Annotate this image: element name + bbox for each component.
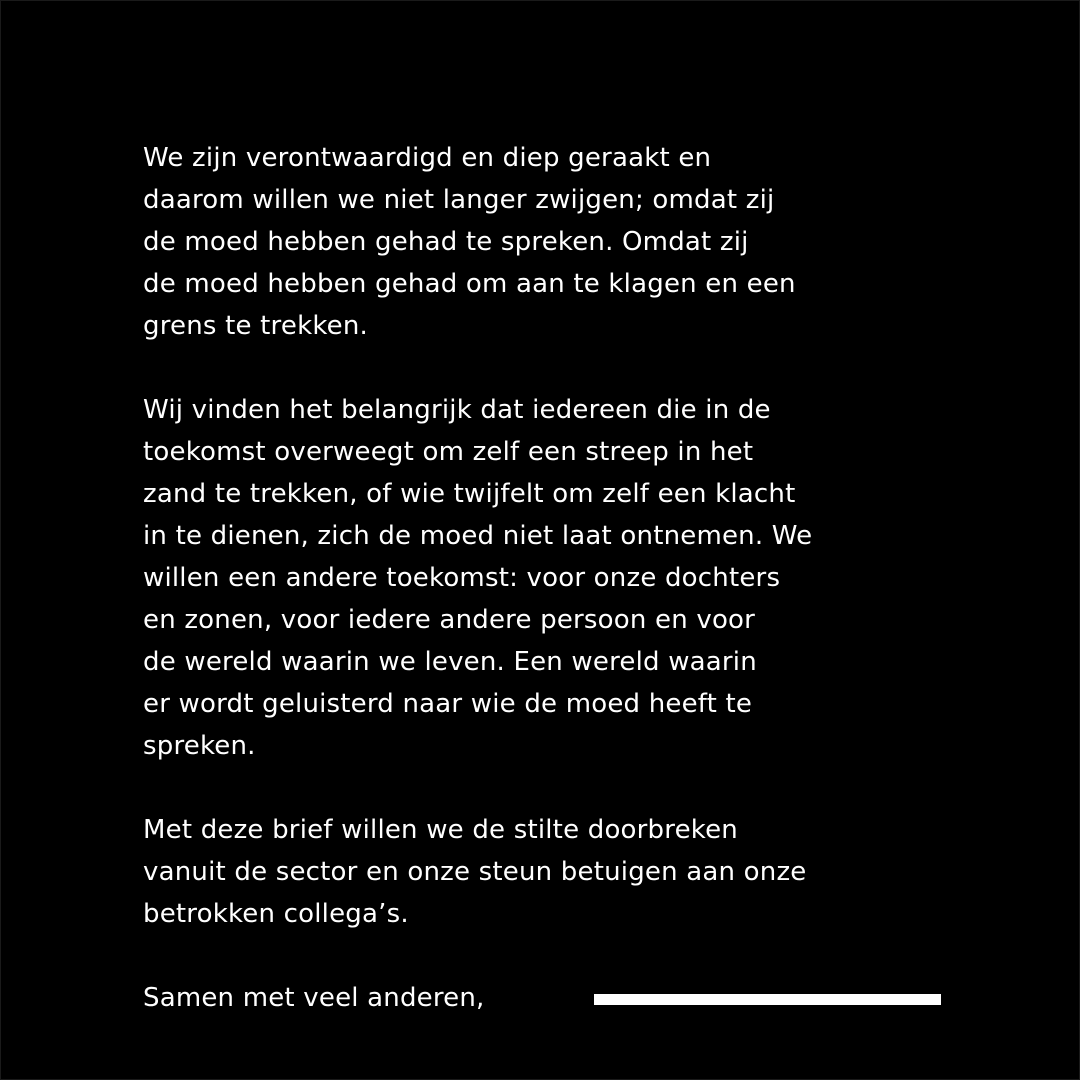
paragraph-1 [143, 137, 1003, 347]
paragraph-line: grens te trekken. [143, 311, 368, 341]
paragraph-3 [143, 809, 1003, 935]
paragraph-line: de moed hebben gehad te spreken. Omdat zij [143, 227, 749, 257]
signoff-text: Samen met veel anderen, [143, 983, 485, 1013]
paragraph-2 [143, 389, 1003, 767]
paragraph-line: in te dienen, zich de moed niet laat ontnemen. We [143, 521, 813, 551]
paragraph-line: Wij vinden het belangrijk dat iedereen die in de [143, 395, 771, 425]
paragraph-line: toekomst overweegt om zelf een streep in het [143, 437, 754, 467]
signature-line [594, 994, 941, 1005]
paragraph-line: er wordt geluisterd naar wie de moed heeft te [143, 689, 753, 719]
paragraph-line: Met deze brief willen we de stilte doorbreken [143, 815, 738, 845]
paragraph-spacer [143, 347, 1003, 389]
paragraph-line: en zonen, voor iedere andere persoon en voor [143, 605, 756, 635]
paragraph-line: We zijn verontwaardigd en diep geraakt en [143, 143, 712, 173]
paragraph-line: de wereld waarin we leven. Een wereld waarin [143, 647, 757, 677]
paragraph-line: betrokken collega’s. [143, 899, 409, 929]
paragraph-line: spreken. [143, 731, 256, 761]
paragraph-line: de moed hebben gehad om aan te klagen en een [143, 269, 796, 299]
signoff-row [143, 977, 943, 1019]
paragraph-line: zand te trekken, of wie twijfelt om zelf een klacht [143, 479, 796, 509]
paragraph-line: willen een andere toekomst: voor onze dochters [143, 563, 781, 593]
letter-body [143, 137, 1003, 935]
paragraph-line: daarom willen we niet langer zwijgen; omdat zij [143, 185, 775, 215]
paragraph-spacer [143, 767, 1003, 809]
paragraph-line: vanuit de sector en onze steun betuigen aan onze [143, 857, 807, 887]
